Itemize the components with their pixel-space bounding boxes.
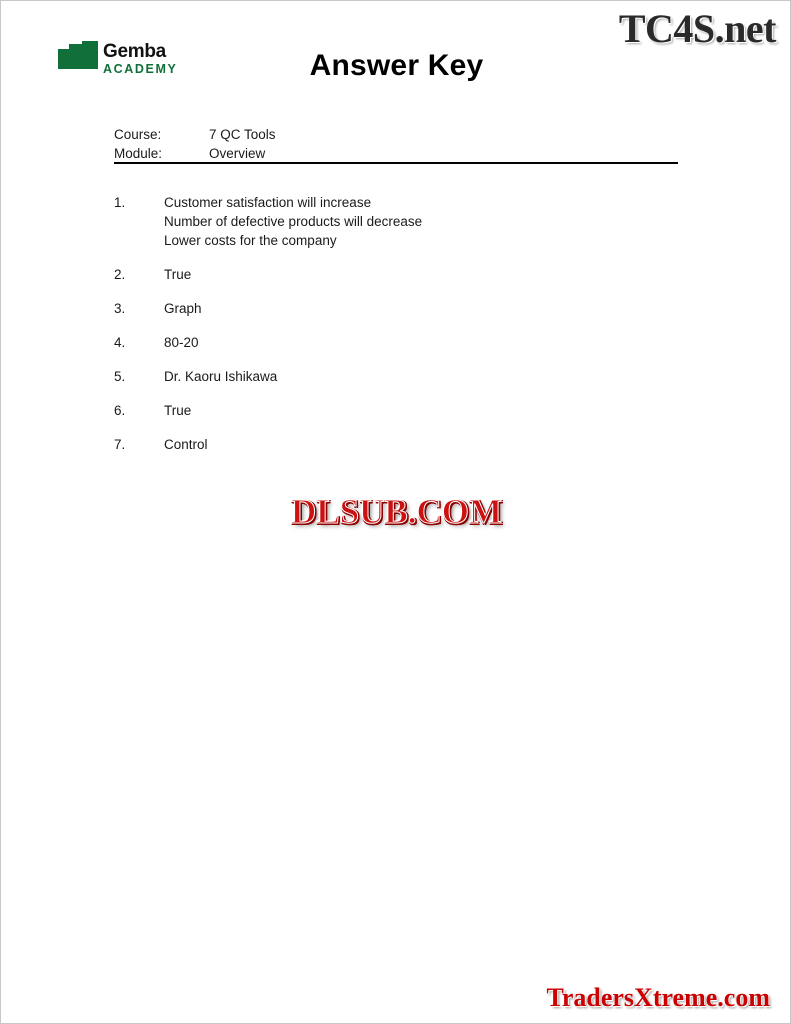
answer-line: Number of defective products will decrease xyxy=(164,214,423,229)
page-title: Answer Key xyxy=(309,49,484,82)
answer-line: Customer satisfaction will increase xyxy=(164,195,372,210)
answer-number: 2. xyxy=(114,267,126,282)
module-row xyxy=(114,144,678,163)
header-divider xyxy=(114,162,678,164)
course-meta-block xyxy=(114,125,678,163)
answer-number: 5. xyxy=(114,369,126,384)
answer-number: 1. xyxy=(114,195,126,210)
answer-number: 7. xyxy=(114,437,126,452)
watermark-center xyxy=(1,492,791,532)
course-value: 7 QC Tools xyxy=(209,127,276,142)
answer-line: True xyxy=(164,267,192,282)
watermark-top-right: TC4S.net xyxy=(618,6,776,51)
answer-text xyxy=(164,435,714,454)
answer-line: Control xyxy=(164,437,208,452)
list-item xyxy=(114,401,714,420)
course-row xyxy=(114,125,678,144)
list-item xyxy=(114,333,714,352)
watermark-bottom-right: TradersXtreme.com xyxy=(546,983,770,1012)
course-label: Course: xyxy=(114,127,162,142)
answer-text xyxy=(164,367,714,386)
answer-line: Dr. Kaoru Ishikawa xyxy=(164,369,278,384)
answer-number: 3. xyxy=(114,301,126,316)
answer-number: 4. xyxy=(114,335,126,350)
module-value: Overview xyxy=(209,146,266,161)
answer-text xyxy=(164,265,714,284)
list-item xyxy=(114,265,714,284)
answer-line: Graph xyxy=(164,301,202,316)
list-item xyxy=(114,299,714,318)
list-item xyxy=(114,367,714,386)
answer-text xyxy=(164,401,714,420)
answer-line: Lower costs for the company xyxy=(164,233,337,248)
logo-subtitle: ACADEMY xyxy=(103,62,178,76)
answer-text xyxy=(164,333,714,352)
answer-text xyxy=(164,193,714,250)
answer-line: True xyxy=(164,403,192,418)
answer-text xyxy=(164,299,714,318)
answer-number: 6. xyxy=(114,403,126,418)
list-item xyxy=(114,435,714,454)
module-label: Module: xyxy=(114,146,163,161)
answer-line: 80-20 xyxy=(164,335,199,350)
answer-list xyxy=(114,193,714,469)
list-item xyxy=(114,193,714,250)
watermark-center-text: DLSUB.COM xyxy=(287,492,506,531)
logo-name: Gemba xyxy=(103,41,166,62)
